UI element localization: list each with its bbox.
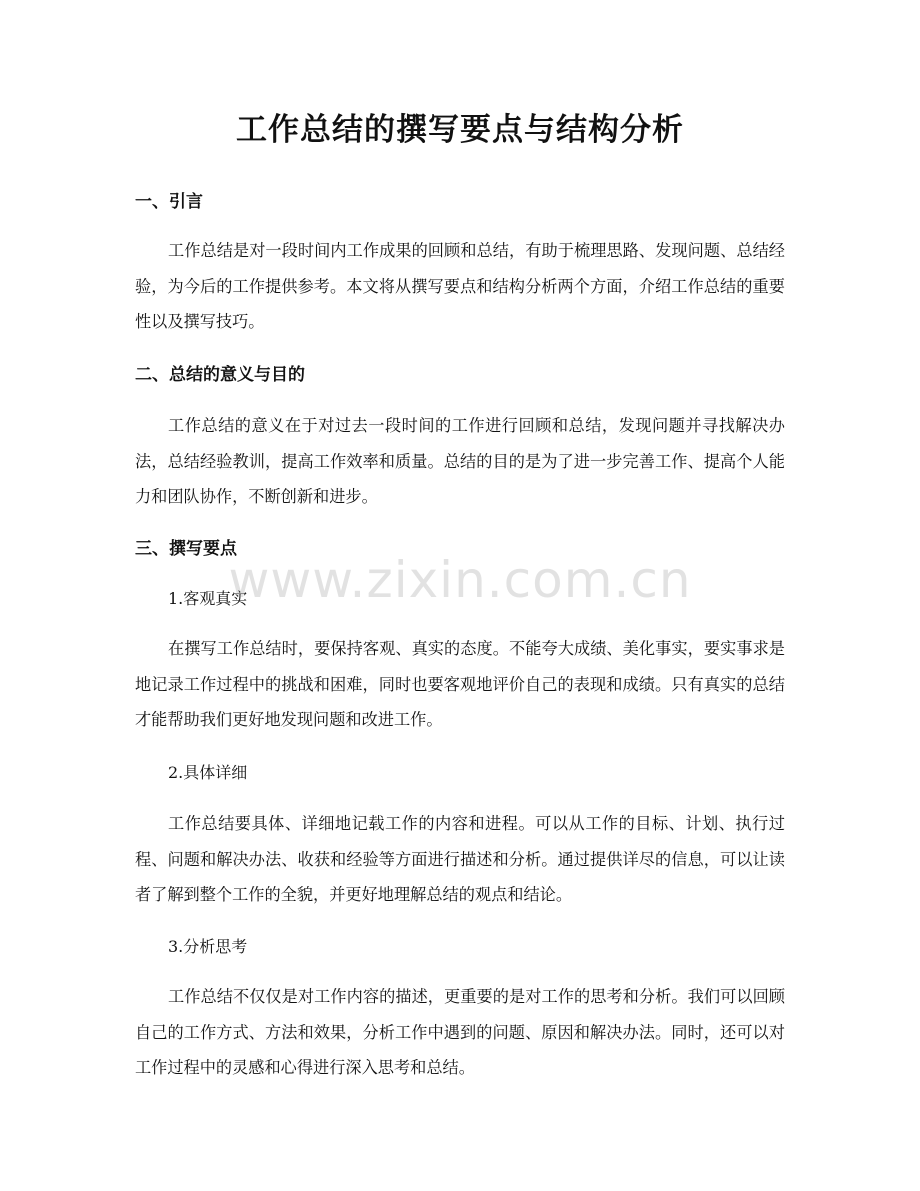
page-title: 工作总结的撰写要点与结构分析 (236, 112, 684, 148)
paragraph-introduction: 工作总结是对一段时间内工作成果的回顾和总结，有助于梳理思路、发现问题、总结经验，为今后的工作提供参考。本文将从撰写要点和结构分析两个方面，介绍工作总结的重要性以及撰写技巧。 (135, 241, 785, 331)
point-label-detailed: 2.具体详细 (168, 763, 248, 782)
section-heading-introduction: 一、引言 (135, 192, 203, 212)
paragraph-detailed: 工作总结要具体、详细地记载工作的内容和进程。可以从工作的目标、计划、执行过程、问题和解决办法、收获和经验等方面进行描述和分析。通过提供详尽的信息，可以让读者了解到整个工作的全貌，并更好地理解总结的观点和结论。 (135, 814, 785, 904)
paragraph-purpose: 工作总结的意义在于对过去一段时间的工作进行回顾和总结，发现问题并寻找解决办法，总结经验教训，提高工作效率和质量。总结的目的是为了进一步完善工作、提高个人能力和团队协作，不断创新和进步。 (135, 416, 785, 506)
point-label-objective: 1.客观真实 (168, 589, 248, 608)
paragraph-objective: 在撰写工作总结时，要保持客观、真实的态度。不能夸大成绩、美化事实，要实事求是地记录工作过程中的挑战和困难，同时也要客观地评价自己的表现和成绩。只有真实的总结才能帮助我们更好地发现问题和改进工作。 (135, 639, 785, 729)
section-heading-key-points: 三、撰写要点 (135, 539, 237, 559)
paragraph-analysis: 工作总结不仅仅是对工作内容的描述，更重要的是对工作的思考和分析。我们可以回顾自己的工作方式、方法和效果，分析工作中遇到的问题、原因和解决办法。同时，还可以对工作过程中的灵感和心得进行深入思考和总结。 (135, 987, 785, 1077)
watermark-text: www.zixin.com.cn (228, 551, 692, 609)
point-label-analysis: 3.分析思考 (168, 937, 248, 956)
section-heading-purpose: 二、总结的意义与目的 (135, 365, 305, 385)
